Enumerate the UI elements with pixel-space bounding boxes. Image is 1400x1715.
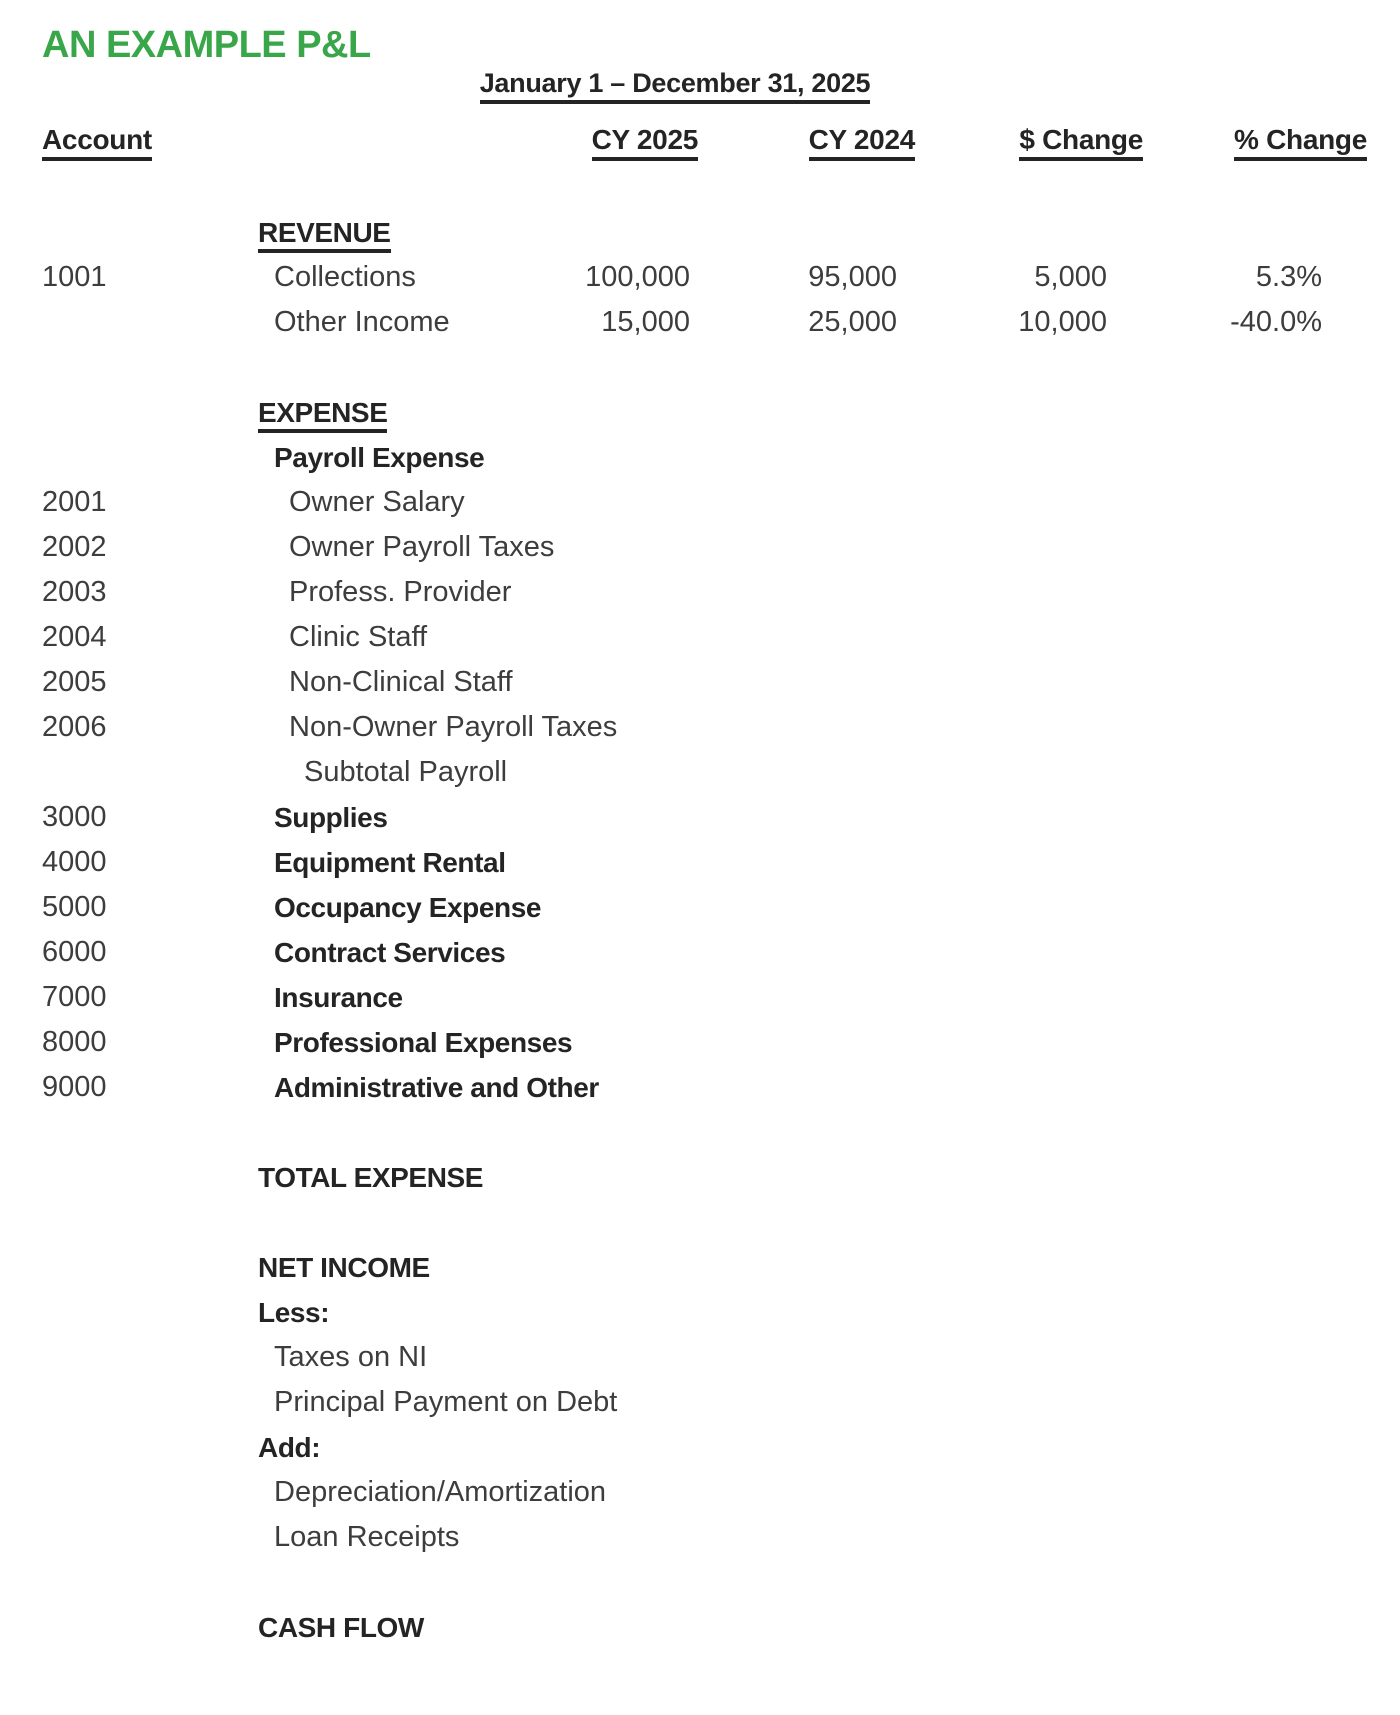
value-cy2025: 100,000 (585, 261, 690, 293)
table-row-professional-expenses (0, 1020, 1400, 1065)
row-label: Taxes on NI (274, 1341, 428, 1373)
row-label: Contract Services (274, 936, 506, 968)
section-row-expense (0, 390, 1400, 435)
value-cy2024: 95,000 (808, 261, 897, 293)
spacer-row (0, 1200, 1400, 1245)
table-row-non-owner-payroll-taxes (0, 705, 1400, 750)
table-row-administrative-and-other (0, 1065, 1400, 1110)
row-label: Subtotal Payroll (304, 756, 508, 788)
column-header-account: Account (42, 124, 258, 161)
row-label: Owner Payroll Taxes (289, 531, 555, 563)
pnl-table (0, 120, 1400, 1650)
table-row-owner-payroll-taxes (0, 525, 1400, 570)
account-number: 1001 (42, 261, 107, 293)
account-number: 2004 (42, 621, 107, 653)
row-label: Principal Payment on Debt (274, 1386, 618, 1418)
section-row-cash-flow (0, 1605, 1400, 1650)
table-row-owner-salary (0, 480, 1400, 525)
group-label-add: Add: (258, 1431, 321, 1463)
row-label: Supplies (274, 801, 388, 833)
table-row-non-clinical-staff (0, 660, 1400, 705)
table-row-occupancy-expense (0, 885, 1400, 930)
column-header-dollar-change: $ Change (897, 124, 1107, 161)
account-number: 2003 (42, 576, 107, 608)
page-title: AN EXAMPLE P&L (42, 24, 371, 66)
table-row-equipment-rental (0, 840, 1400, 885)
section-row-net-income (0, 1245, 1400, 1290)
value-pct-change: -40.0% (1230, 306, 1322, 338)
column-header-cy2025: CY 2025 (500, 124, 690, 161)
account-number: 3000 (42, 801, 107, 833)
table-row-other-income (0, 300, 1400, 345)
row-label: Equipment Rental (274, 846, 506, 878)
row-label: Professional Expenses (274, 1026, 573, 1058)
row-label: Collections (274, 261, 416, 293)
account-number: 8000 (42, 1026, 107, 1058)
row-label: Non-Clinical Staff (289, 666, 513, 698)
column-header-row (0, 120, 1400, 165)
period-heading-wrap (0, 68, 1350, 104)
value-dollar-change: 5,000 (1034, 261, 1107, 293)
spacer-row (0, 1110, 1400, 1155)
row-label: Loan Receipts (274, 1521, 460, 1553)
table-row-depreciation-amortization (0, 1470, 1400, 1515)
section-heading-expense: EXPENSE (258, 397, 500, 429)
table-row-taxes-on-ni (0, 1335, 1400, 1380)
group-label: Payroll Expense (274, 441, 485, 473)
section-heading-revenue: REVENUE (258, 217, 500, 249)
account-number: 2001 (42, 486, 107, 518)
row-label: Occupancy Expense (274, 891, 542, 923)
value-dollar-change: 10,000 (1018, 306, 1107, 338)
account-number: 6000 (42, 936, 107, 968)
table-row-loan-receipts (0, 1515, 1400, 1560)
row-label: Non-Owner Payroll Taxes (289, 711, 618, 743)
account-number: 2006 (42, 711, 107, 743)
group-label-less: Less: (258, 1296, 330, 1328)
section-row-revenue (0, 210, 1400, 255)
table-row-principal-payment-on-debt (0, 1380, 1400, 1425)
row-label: Owner Salary (289, 486, 465, 518)
account-number: 5000 (42, 891, 107, 923)
table-row-insurance (0, 975, 1400, 1020)
section-heading-total-expense: TOTAL EXPENSE (258, 1161, 484, 1193)
table-row-clinic-staff (0, 615, 1400, 660)
column-header-cy2024: CY 2024 (690, 124, 897, 161)
table-row-add (0, 1425, 1400, 1470)
value-pct-change: 5.3% (1255, 261, 1322, 293)
table-row-contract-services (0, 930, 1400, 975)
row-label: Clinic Staff (289, 621, 428, 653)
row-label: Other Income (274, 306, 450, 338)
account-number: 7000 (42, 981, 107, 1013)
table-row-less (0, 1290, 1400, 1335)
section-row-total-expense (0, 1155, 1400, 1200)
row-label: Depreciation/Amortization (274, 1476, 607, 1508)
account-number: 2002 (42, 531, 107, 563)
value-cy2024: 25,000 (808, 306, 897, 338)
account-number: 2005 (42, 666, 107, 698)
spacer-row (0, 345, 1400, 390)
table-row-supplies (0, 795, 1400, 840)
spacer-row (0, 1560, 1400, 1605)
section-heading-net-income: NET INCOME (258, 1251, 430, 1283)
table-row-collections (0, 255, 1400, 300)
value-cy2025: 15,000 (601, 306, 690, 338)
row-label: Insurance (274, 981, 403, 1013)
column-header-pct-change: % Change (1107, 124, 1322, 161)
table-row-profess-provider (0, 570, 1400, 615)
account-number: 4000 (42, 846, 107, 878)
row-label: Administrative and Other (274, 1071, 599, 1103)
table-row-subtotal-payroll (0, 750, 1400, 795)
table-row-payroll-expense (0, 435, 1400, 480)
account-number: 9000 (42, 1071, 107, 1103)
section-heading-cash-flow: CASH FLOW (258, 1611, 424, 1643)
row-label: Profess. Provider (289, 576, 512, 608)
period-heading: January 1 – December 31, 2025 (480, 68, 871, 104)
spacer-row (0, 165, 1400, 210)
